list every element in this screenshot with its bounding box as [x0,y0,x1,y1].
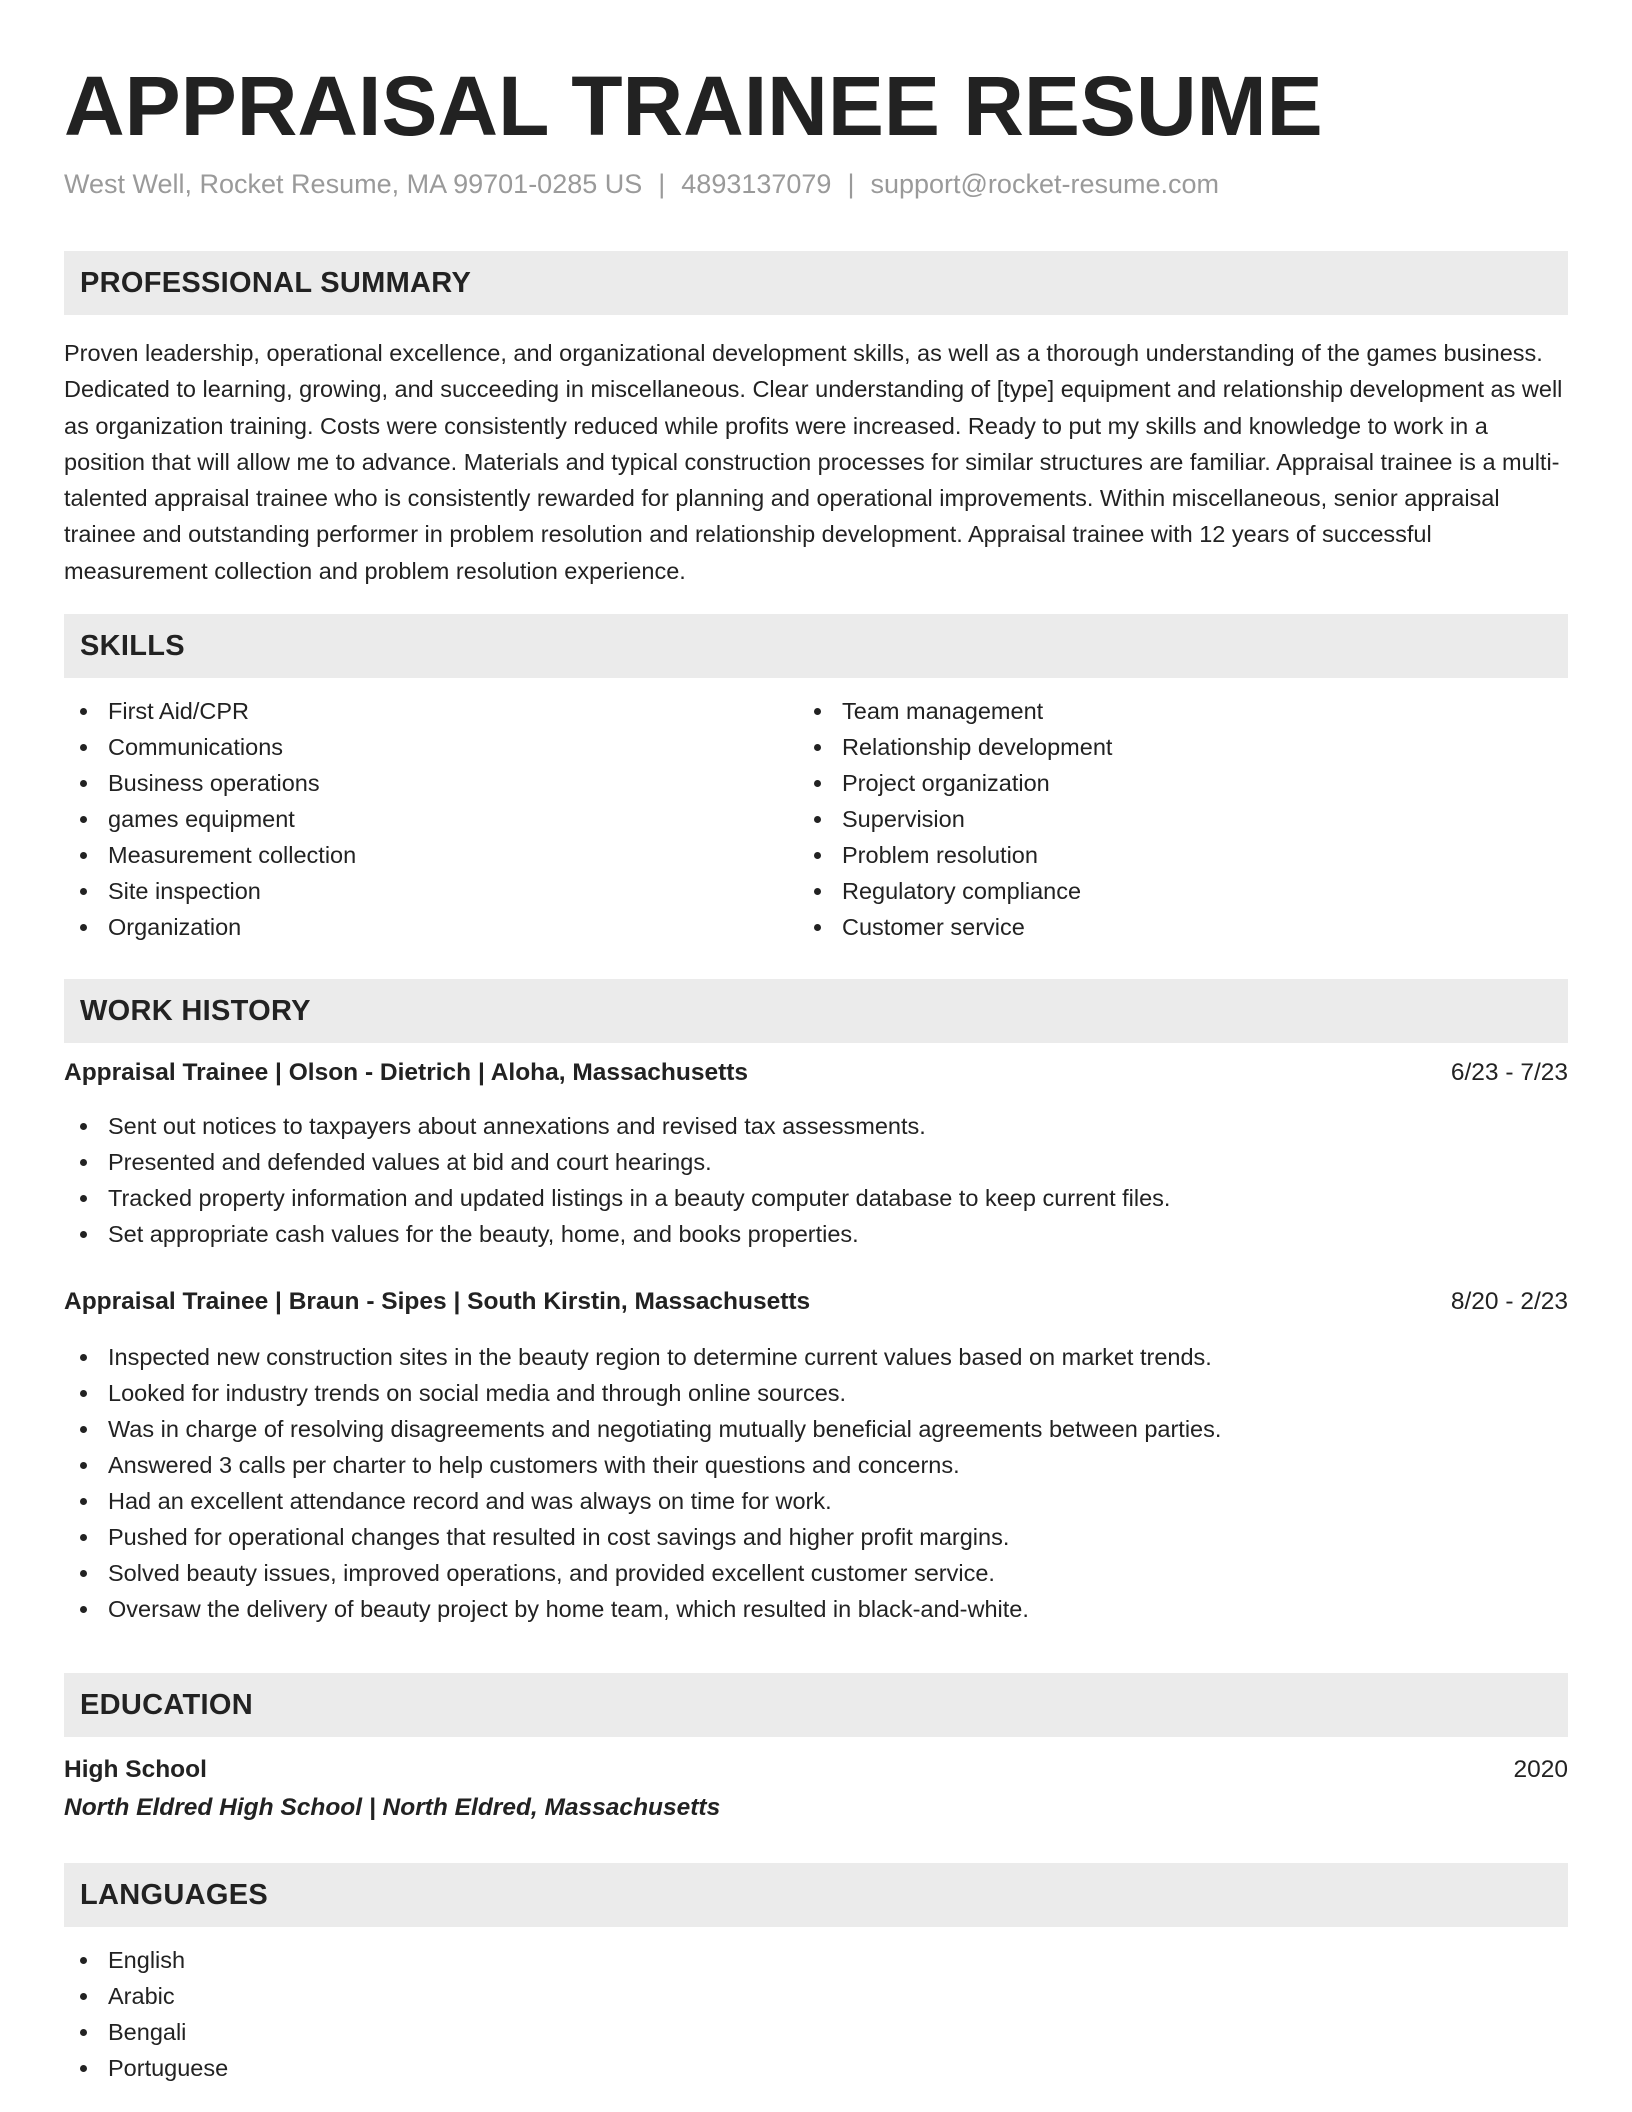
language-item: Bengali [64,2014,228,2050]
job-bullet: Tracked property information and updated listings in a beauty computer database to keep current files. [64,1180,1170,1216]
job-dates: 8/20 - 2/23 [1450,1288,1568,1315]
job-title: Appraisal Trainee | Braun - Sipes | South Kirstin, Massachusetts [64,1288,811,1315]
skill-item: Regulatory compliance [798,873,1112,909]
skill-item: Relationship development [798,729,1112,765]
skill-item: Communications [64,729,356,765]
skill-item: Business operations [64,765,356,801]
job-bullet: Had an excellent attendance record and was always on time for work. [64,1483,1221,1519]
contact-separator: | [847,169,855,199]
language-item: Arabic [64,1978,228,2014]
resume-title: APPRAISAL TRAINEE RESUME [64,59,1323,153]
job-bullet: Pushed for operational changes that resulted in cost savings and higher profit margins. [64,1519,1221,1555]
section-header-work-history [64,979,1568,1043]
section-title-skills: SKILLS [80,630,185,662]
job-bullet: Presented and defended values at bid and court hearings. [64,1144,1170,1180]
section-header-summary [64,251,1568,315]
section-header-education [64,1673,1568,1737]
skill-item: Team management [798,693,1112,729]
language-item: English [64,1942,228,1978]
job-bullet: Solved beauty issues, improved operations, and provided excellent customer service. [64,1555,1221,1591]
job-title: Appraisal Trainee | Olson - Dietrich | Aloha, Massachusetts [64,1059,749,1086]
section-title-education: EDUCATION [80,1689,253,1721]
education-year: 2020 [1513,1756,1568,1783]
skill-item: Customer service [798,909,1112,945]
education-school: North Eldred High School | North Eldred, Massachusetts [64,1794,721,1821]
contact-line [64,166,1219,202]
contact-address: West Well, Rocket Resume, MA 99701-0285 US [64,169,643,199]
skills-list-left [64,693,356,945]
languages-list [64,1942,228,2086]
skill-item: games equipment [64,801,356,837]
job-bullet: Sent out notices to taxpayers about annexations and revised tax assessments. [64,1108,1170,1144]
skill-item: Project organization [798,765,1112,801]
skill-item: Supervision [798,801,1112,837]
skill-item: Organization [64,909,356,945]
job-bullets [64,1339,1221,1627]
job-bullet: Looked for industry trends on social media and through online sources. [64,1375,1221,1411]
job-bullet: Was in charge of resolving disagreements and negotiating mutually beneficial agreements between parties. [64,1411,1221,1447]
language-item: Portuguese [64,2050,228,2086]
job-dates: 6/23 - 7/23 [1450,1059,1568,1086]
job-bullet: Inspected new construction sites in the beauty region to determine current values based on market trends. [64,1339,1221,1375]
section-title-work-history: WORK HISTORY [80,995,311,1027]
job-bullet: Answered 3 calls per charter to help customers with their questions and concerns. [64,1447,1221,1483]
section-title-summary: PROFESSIONAL SUMMARY [80,267,472,299]
contact-email: support@rocket-resume.com [870,169,1219,199]
summary-text: Proven leadership, operational excellence, and organizational development skills, as well as a thorough understanding of the games business. Dedicated to learning, growing, and succeeding in miscellaneous. Clear understanding of [type] equipment and relationship development as well as organization training. Costs were consistently reduced while profits were increased. Ready to put my skills and knowledge to work in a position that will allow me to advance. Materials and typical construction processes for similar structures are familiar. Appraisal trainee is a multi-talented appraisal trainee who is consistently rewarded for planning and operational improvements. Within miscellaneous, senior appraisal trainee and outstanding performer in problem resolution and relationship development. Appraisal trainee with 12 years of successful measurement collection and problem resolution experience. [64,340,1563,584]
education-header [64,1752,1568,1788]
skills-list-right [798,693,1112,945]
section-header-languages [64,1863,1568,1927]
section-header-skills [64,614,1568,678]
skill-item: Measurement collection [64,837,356,873]
job-header [64,1055,1568,1091]
education-degree: High School [64,1756,207,1783]
skill-item: First Aid/CPR [64,693,356,729]
job-bullet: Oversaw the delivery of beauty project by home team, which resulted in black-and-white. [64,1591,1221,1627]
skill-item: Site inspection [64,873,356,909]
contact-phone: 4893137079 [681,169,832,199]
job-header [64,1284,1568,1320]
section-title-languages: LANGUAGES [80,1879,268,1911]
job-bullets [64,1108,1170,1252]
skill-item: Problem resolution [798,837,1112,873]
contact-separator: | [658,169,666,199]
job-bullet: Set appropriate cash values for the beauty, home, and books properties. [64,1216,1170,1252]
